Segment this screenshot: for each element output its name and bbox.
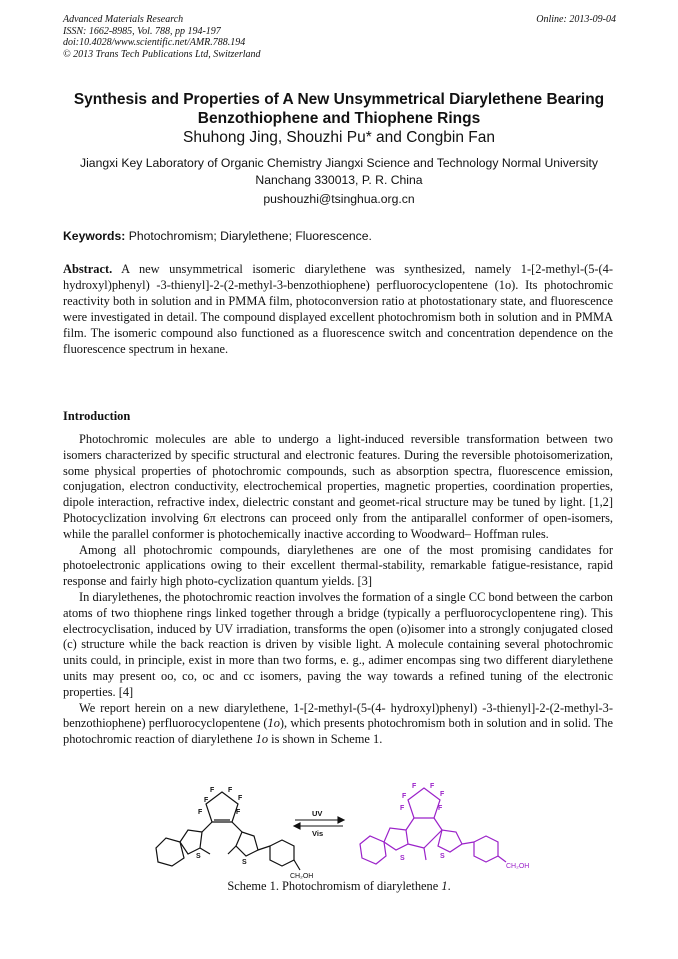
fluorine-label: F: [440, 791, 445, 798]
section-heading-introduction: Introduction: [63, 409, 131, 423]
keywords-text: Photochromism; Diarylethene; Fluorescence.: [128, 229, 372, 243]
author-email[interactable]: pushouzhi@tsinghua.org.cn: [263, 192, 415, 206]
scheme-caption: [40, 879, 638, 894]
keywords: [63, 229, 372, 243]
fluorine-label: F: [402, 793, 407, 800]
fluorine-label: F: [430, 783, 435, 790]
fluorine-label: F: [412, 783, 417, 790]
paragraph-4-part: is shown in Scheme 1.: [268, 732, 383, 747]
journal-header: [63, 14, 261, 60]
affiliation: [40, 155, 638, 189]
sulfur-label: S: [242, 859, 247, 866]
paragraph-4: [63, 701, 613, 748]
closed-isomer-structure: [360, 788, 506, 864]
compound-label: 1o: [267, 716, 280, 731]
closed-isomer-atoms: [400, 783, 529, 870]
author-list: Shuhong Jing, Shouzhi Pu* and Congbin Fan: [183, 129, 495, 146]
hydroxymethyl-label: CH₂OH: [506, 863, 530, 870]
vis-label: Vis: [312, 829, 324, 838]
caption-compound: 1: [441, 879, 448, 893]
paragraph-4-part: ), which presents photochromism both in solution and in solid. The photochromic reaction of diarylethene: [63, 716, 613, 747]
affiliation-line-1: Jiangxi Key Laboratory of Organic Chemistry Jiangxi Science and Technology Normal University: [80, 156, 598, 170]
abstract-text: A new unsymmetrical isomeric diarylethene was synthesized, namely 1-[2-methyl-(5-(4- hydroxyl)phenyl) -3-thienyl]-2-(2-methyl-3-benzothiophene) perfluorocyclopentene (1o). Its photochromic reactivity both in solution and in PMMA film, photoconversion ratio at photostationary state, and fluorescence were investigated in detail. The compound displayed excellent photochromism both in solution and in PMMA film. The isomeric compound also functioned as a fluorescence switch and concentration dependence on the fluorescence spectrum in hexane.: [63, 262, 613, 357]
open-isomer-structure: [156, 792, 300, 870]
compound-label: 1o: [255, 732, 269, 747]
fluorine-label: F: [238, 795, 243, 802]
journal-name: Advanced Materials Research: [63, 14, 184, 25]
fluorine-label: F: [204, 797, 209, 804]
doi-line: doi:10.4028/www.scientific.net/AMR.788.194: [63, 37, 246, 49]
issn-line: ISSN: 1662-8985, Vol. 788, pp 194-197: [63, 25, 221, 37]
online-date: Online: 2013-09-04: [536, 14, 616, 25]
scheme-1-figure: [140, 778, 560, 880]
fluorine-label: F: [236, 809, 241, 816]
sulfur-label: S: [400, 855, 405, 862]
sulfur-label: S: [196, 853, 201, 860]
reaction-arrows: [294, 817, 344, 829]
introduction-body: [63, 432, 613, 748]
fluorine-label: F: [198, 809, 203, 816]
copyright-line: © 2013 Trans Tech Publications Ltd, Switzerland: [63, 48, 261, 60]
paragraph-3: In diarylethenes, the photochromic reaction involves the formation of a single CC bond between the carbon atoms of two thiophene rings linked together through a bridge (typically a perfluorocyclopentene ring). This electrocyclisation, induced by UV irradiation, transforms the open (o)isomer into a strongly conjugated closed (c) structure while the back reaction is driven by visible light. A molecule containing several photochromic units could, in principle, exist in more than two forms, e. g., adimer encompas sing two different diarylethene units may present oo, co, oc and cc isomers, paving the way towards a refined tuning of the electronic properties. [4]: [63, 589, 613, 699]
title-line-1: Synthesis and Properties of A New Unsymmetrical Diarylethene Bearing: [73, 91, 605, 108]
abstract: [63, 261, 613, 358]
fluorine-label: F: [228, 787, 233, 794]
abstract-label: Abstract.: [63, 262, 113, 276]
sulfur-label: S: [440, 853, 445, 860]
paper-title: [40, 90, 638, 128]
affiliation-line-2: Nanchang 330013, P. R. China: [255, 173, 423, 187]
uv-label: UV: [312, 809, 323, 818]
fluorine-label: F: [438, 805, 443, 812]
paragraph-2: Among all photochromic compounds, diarylethenes are one of the most promising candidates for photoelectronic applications owing to their excellent thermal-stability, remarkable fatigue-resistance, rapid response and fairly high photo-cyclization quantum yields. [3]: [63, 542, 613, 589]
open-isomer-atoms: [196, 787, 313, 880]
paragraph-4-part: We report herein on a new diarylethene, 1-[2-methyl-(5-(4- hydroxyl)phenyl) -3-thienyl]-2-(2-methyl-3-benzothiophene) perfluorocyclopentene (: [63, 700, 613, 731]
caption-period: .: [447, 879, 451, 893]
caption-text: Scheme 1. Photochromism of diarylethene: [227, 879, 442, 893]
fluorine-label: F: [210, 787, 215, 794]
title-line-2: Benzothiophene and Thiophene Rings: [197, 110, 481, 127]
keywords-label: Keywords:: [63, 229, 126, 243]
hydroxymethyl-label: CH₂OH: [290, 873, 314, 880]
fluorine-label: F: [400, 805, 405, 812]
paragraph-1: Photochromic molecules are able to undergo a light-induced reversible transformation between two isomers characterized by specific structural and electronic features. During the reversible photoisomerization, some physical properties of photochromic compounds, such as absorption spectra, fluorescence emission, conjugation, electron conductivity, electrochemical properties, magnetic properties, coordination properties, dipole interaction, refractive index, dielectric constant and geomet-rical structure may be tuned by light. [1,2] Photocyclization involving 6π electrons can proceed only from the antiparallel conformer of open-isomers, while the parallel conformer is photochemically inactive according to Woodward– Hoffman rules.: [63, 432, 613, 541]
